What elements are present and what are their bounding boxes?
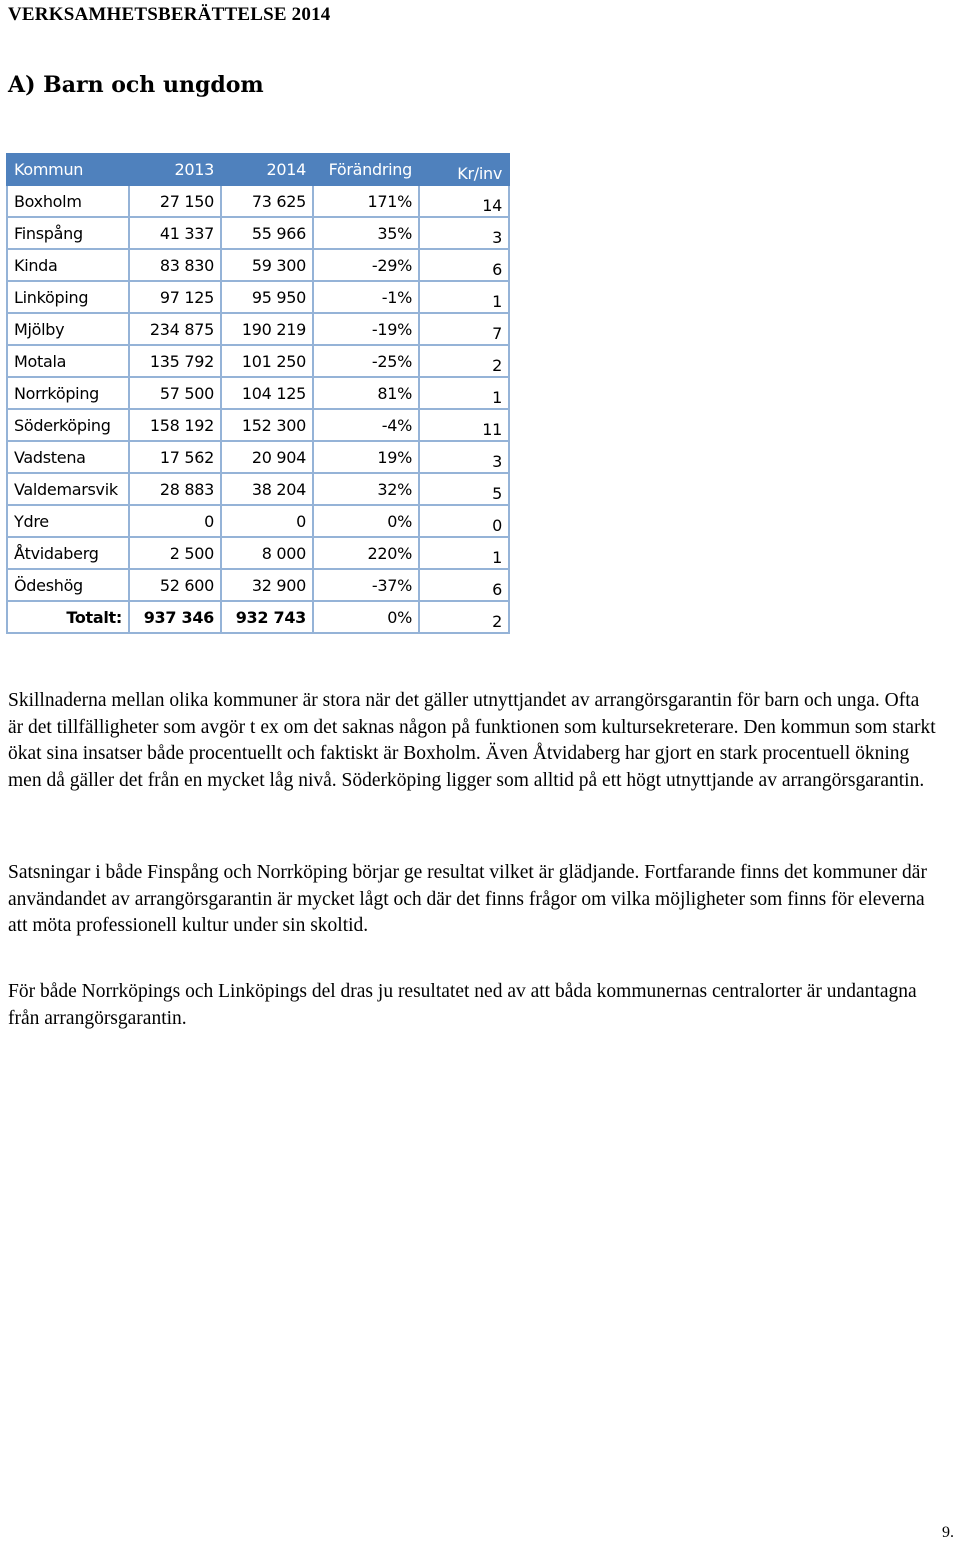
table-row (7, 409, 509, 441)
cell-2013: 57 500 (129, 377, 221, 409)
cell-2013: 83 830 (129, 249, 221, 281)
section-heading: A) Barn och ungdom (8, 72, 264, 98)
cell-2014: 20 904 (221, 441, 313, 473)
cell-2014: 152 300 (221, 409, 313, 441)
column-header-forandring: Förändring (313, 154, 419, 185)
body-paragraph: Skillnaderna mellan olika kommuner är stora när det gäller utnyttjandet av arrangörsgarantin för barn och unga. Ofta är det tillfälligheter som avgör t ex om det saknas någon på funktionen som kultursekreterare. Den kommun som starkt ökat sina insatser både procentuellt och faktiskt är Boxholm. Även Åtvidaberg har gjort en stark procentuell ökning men då gäller det från en mycket låg nivå. Söderköping ligger som alltid på ett högt utnyttjande av arrangörsgarantin. (8, 690, 936, 791)
cell-2013: 52 600 (129, 569, 221, 601)
cell-2013: 158 192 (129, 409, 221, 441)
cell-forandring: 35% (313, 217, 419, 249)
column-header-kommun: Kommun (7, 154, 129, 185)
cell-kr-inv: 1 (419, 537, 509, 569)
cell-forandring: 32% (313, 473, 419, 505)
cell-forandring: 220% (313, 537, 419, 569)
cell-2014: 38 204 (221, 473, 313, 505)
cell-2014: 104 125 (221, 377, 313, 409)
cell-total-2013: 937 346 (129, 601, 221, 633)
cell-forandring: -29% (313, 249, 419, 281)
cell-kommun: Linköping (7, 281, 129, 313)
cell-kommun: Ydre (7, 505, 129, 537)
cell-forandring: 171% (313, 185, 419, 217)
cell-kr-inv: 2 (419, 345, 509, 377)
cell-kommun: Söderköping (7, 409, 129, 441)
cell-kr-inv: 7 (419, 313, 509, 345)
cell-2013: 97 125 (129, 281, 221, 313)
cell-kommun: Norrköping (7, 377, 129, 409)
cell-2014: 55 966 (221, 217, 313, 249)
cell-forandring: -25% (313, 345, 419, 377)
cell-kr-inv: 3 (419, 217, 509, 249)
cell-total-2014: 932 743 (221, 601, 313, 633)
cell-forandring: -19% (313, 313, 419, 345)
cell-kommun: Mjölby (7, 313, 129, 345)
cell-kommun: Finspång (7, 217, 129, 249)
table-row (7, 473, 509, 505)
cell-kommun: Motala (7, 345, 129, 377)
table-row (7, 185, 509, 217)
cell-kommun: Åtvidaberg (7, 537, 129, 569)
table-row (7, 249, 509, 281)
cell-forandring: -4% (313, 409, 419, 441)
cell-kommun: Vadstena (7, 441, 129, 473)
cell-total-label: Totalt: (7, 601, 129, 633)
municipality-table (6, 153, 510, 634)
cell-kr-inv: 6 (419, 249, 509, 281)
cell-kr-inv: 1 (419, 377, 509, 409)
body-paragraph: För både Norrköpings och Linköpings del dras ju resultatet ned av att båda kommunernas centralorter är undantagna från arrangörsgarantin. (8, 981, 917, 1029)
cell-2013: 234 875 (129, 313, 221, 345)
cell-2014: 73 625 (221, 185, 313, 217)
cell-2013: 41 337 (129, 217, 221, 249)
cell-2013: 28 883 (129, 473, 221, 505)
cell-forandring: -37% (313, 569, 419, 601)
cell-2014: 0 (221, 505, 313, 537)
table-total-row (7, 601, 509, 633)
cell-2013: 135 792 (129, 345, 221, 377)
table-row (7, 313, 509, 345)
cell-kr-inv: 11 (419, 409, 509, 441)
table-header-row (7, 154, 509, 185)
cell-2013: 17 562 (129, 441, 221, 473)
cell-kommun: Valdemarsvik (7, 473, 129, 505)
cell-2014: 8 000 (221, 537, 313, 569)
table-row (7, 537, 509, 569)
cell-kr-inv: 6 (419, 569, 509, 601)
cell-forandring: 0% (313, 505, 419, 537)
cell-2014: 59 300 (221, 249, 313, 281)
cell-kommun: Ödeshög (7, 569, 129, 601)
cell-forandring: 81% (313, 377, 419, 409)
running-header: VERKSAMHETSBERÄTTELSE 2014 (8, 4, 331, 25)
table-row (7, 377, 509, 409)
table-row (7, 345, 509, 377)
table-row (7, 217, 509, 249)
cell-2014: 32 900 (221, 569, 313, 601)
table-row (7, 505, 509, 537)
cell-2014: 95 950 (221, 281, 313, 313)
cell-kr-inv: 3 (419, 441, 509, 473)
column-header-2013: 2013 (129, 154, 221, 185)
cell-2014: 190 219 (221, 313, 313, 345)
body-paragraph: Satsningar i både Finspång och Norrköping börjar ge resultat vilket är glädjande. Fortfarande finns det kommuner där användandet av arrangörsgarantin är mycket lågt och där det finns frågor om vilka möjligheter som finns för eleverna att möta professionell kultur under sin skoltid. (8, 862, 927, 936)
cell-kr-inv: 0 (419, 505, 509, 537)
cell-kr-inv: 1 (419, 281, 509, 313)
cell-kommun: Boxholm (7, 185, 129, 217)
cell-kommun: Kinda (7, 249, 129, 281)
column-header-kr-inv: Kr/inv (419, 154, 509, 185)
column-header-2014: 2014 (221, 154, 313, 185)
page-number: 9. (942, 1524, 954, 1541)
table-row (7, 281, 509, 313)
cell-kr-inv: 5 (419, 473, 509, 505)
cell-forandring: 19% (313, 441, 419, 473)
cell-2013: 2 500 (129, 537, 221, 569)
cell-2013: 0 (129, 505, 221, 537)
cell-forandring: -1% (313, 281, 419, 313)
cell-total-kr-inv: 2 (419, 601, 509, 633)
table-row (7, 569, 509, 601)
cell-kr-inv: 14 (419, 185, 509, 217)
cell-2014: 101 250 (221, 345, 313, 377)
cell-2013: 27 150 (129, 185, 221, 217)
table-row (7, 441, 509, 473)
cell-total-forandring: 0% (313, 601, 419, 633)
